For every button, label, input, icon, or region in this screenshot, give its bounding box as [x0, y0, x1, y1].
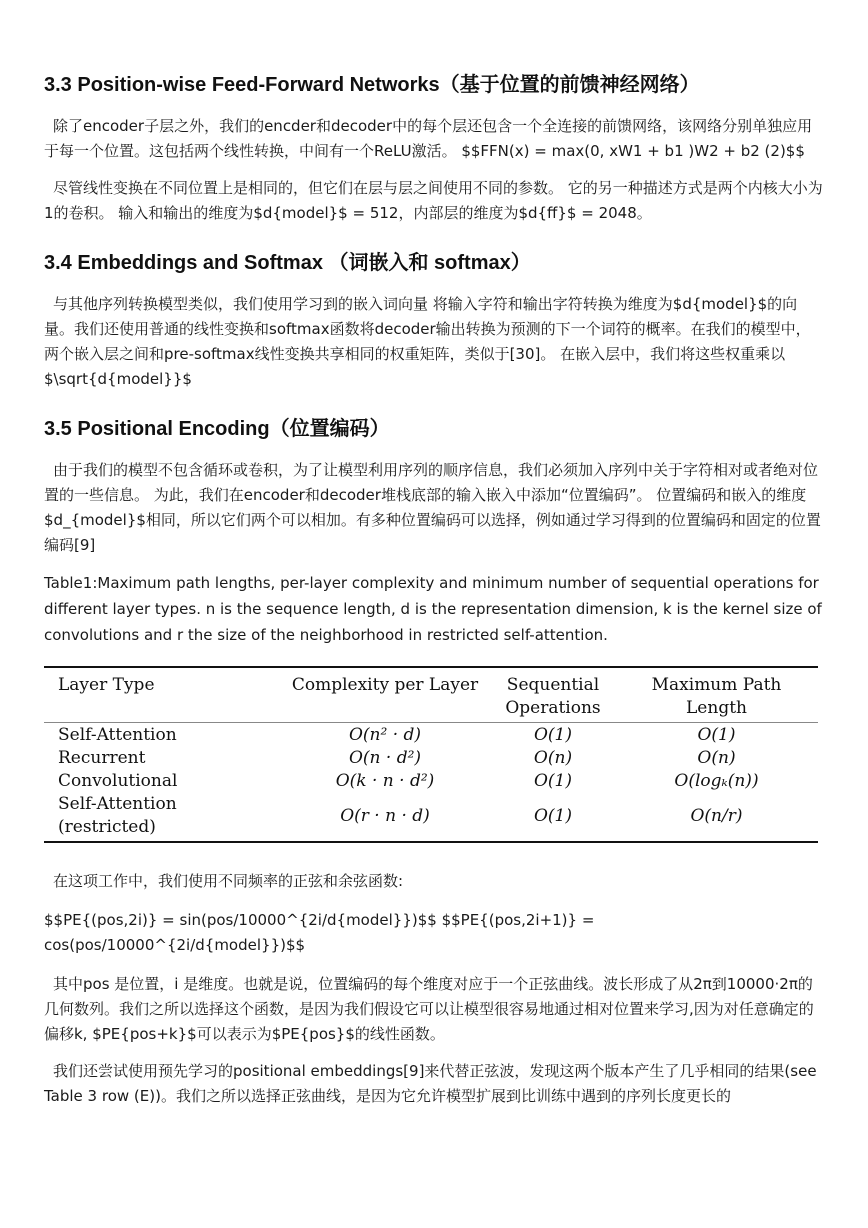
section-3-3-heading: 3.3 Position-wise Feed-Forward Networks（基于位置的前馈神经网络） [44, 74, 700, 96]
section-3-3-paragraph-2: 尽管线性变换在不同位置上是相同的，但它们在层与层之间使用不同的参数。 它的另一种描述方式是两个内核大小为1的卷积。 输入和输出的维度为$d{model}$ = 512，内部层的维度为$d{ff}$ = 2048。 [44, 179, 823, 222]
section-3-5-heading: 3.5 Positional Encoding（位置编码） [44, 418, 390, 440]
table-row [44, 793, 818, 842]
cell-path-length: O(n/r) [615, 793, 818, 842]
cell-sequential: O(1) [533, 771, 573, 791]
cell-complexity: O(n² · d) [348, 725, 422, 745]
cell-sequential: O(1) [533, 725, 573, 745]
cell-layer-type: Self-Attention [58, 725, 177, 745]
complexity-table [44, 666, 818, 843]
cell-complexity: O(n · d²) [348, 748, 422, 768]
document-page [44, 72, 824, 1109]
cell-sequential: O(1) [491, 793, 615, 842]
header-complexity: Complexity per Layer [279, 667, 491, 723]
table-row [44, 723, 818, 748]
table-row [44, 747, 818, 770]
table-header-row [44, 667, 818, 723]
section-3-3-paragraph-1: 除了encoder子层之外，我们的encder和decoder中的每个层还包含一个全连接的前馈网络，该网络分别单独应用于每一个位置。这包括两个线性转换，中间有一个ReLU激活。 $$FFN(x) = max(0, xW1 + b1 )W2 + b2 (2)$$ [44, 117, 813, 160]
cell-complexity: O(r · n · d) [279, 793, 491, 842]
header-sequential-operations: Sequential Operations [491, 667, 615, 723]
table-caption: Table1:Maximum path lengths, per-layer complexity and minimum number of sequential operations for different layer types. n is the sequence length, d is the representation dimension, k is the kernel size of convolutions and r the size of the neighborhood in restricted self-attention. [44, 574, 822, 644]
sinusoid-intro: 在这项工作中，我们使用不同频率的正弦和余弦函数: [53, 872, 404, 890]
cell-layer-type: Recurrent [58, 748, 146, 768]
section-3-5-paragraph-1: 由于我们的模型不包含循环或卷积，为了让模型利用序列的顺序信息，我们必须加入序列中关于字符相对或者绝对位置的一些信息。 为此，我们在encoder和decoder堆栈底部的输入嵌入中添加“位置编码”。 位置编码和嵌入的维度$d_{model}$相同，所以它们两个可以相加。有多种位置编码可以选择，例如通过学习得到的位置编码和固定的位置编码[9] [44, 461, 821, 554]
cell-path-length: O(1) [697, 725, 736, 745]
positional-encoding-paragraph-1: 其中pos 是位置，i 是维度。也就是说，位置编码的每个维度对应于一个正弦曲线。波长形成了从2π到10000·2π的几何数列。我们之所以选择这个函数，是因为我们假设它可以让模型很容易地通过相对位置来学习,因为对任意确定的偏移k, $PE{pos+k}$可以表示为$PE{pos}$的线性函数。 [44, 975, 814, 1043]
section-3-4-paragraph-1: 与其他序列转换模型类似，我们使用学习到的嵌入词向量 将输入字符和输出字符转换为维度为$d{model}$的向量。我们还使用普通的线性变换和softmax函数将decoder输出转换为预测的下一个词符的概率。在我们的模型中，两个嵌入层之间和pre-softmax线性变换共享相同的权重矩阵，类似于[30]。 在嵌入层中，我们将这些权重乘以$\sqrt{d{model}}$ [44, 295, 811, 388]
header-layer-type: Layer Type [44, 667, 279, 723]
positional-encoding-formula: $$PE{(pos,2i)} = sin(pos/10000^{2i/d{model}})$$ $$PE{(pos,2i+1)} = cos(pos/10000^{2i/d{model}})$$ [44, 911, 595, 954]
cell-complexity: O(k · n · d²) [335, 771, 435, 791]
cell-path-length: O(n) [697, 748, 736, 768]
positional-encoding-paragraph-2: 我们还尝试使用预先学习的positional embeddings[9]来代替正弦波，发现这两个版本产生了几乎相同的结果(see Table 3 row (E))。我们之所以选择正弦曲线，是因为它允许模型扩展到比训练中遇到的序列长度更长的 [44, 1062, 817, 1105]
table-row [44, 770, 818, 793]
section-3-4-heading: 3.4 Embeddings and Softmax （词嵌入和 softmax） [44, 252, 531, 274]
cell-layer-type: Self-Attention (restricted) [44, 793, 279, 842]
cell-path-length: O(logₖ(n)) [674, 771, 759, 791]
cell-sequential: O(n) [533, 748, 573, 768]
cell-layer-type: Convolutional [58, 771, 178, 791]
header-max-path-length: Maximum Path Length [615, 667, 818, 723]
